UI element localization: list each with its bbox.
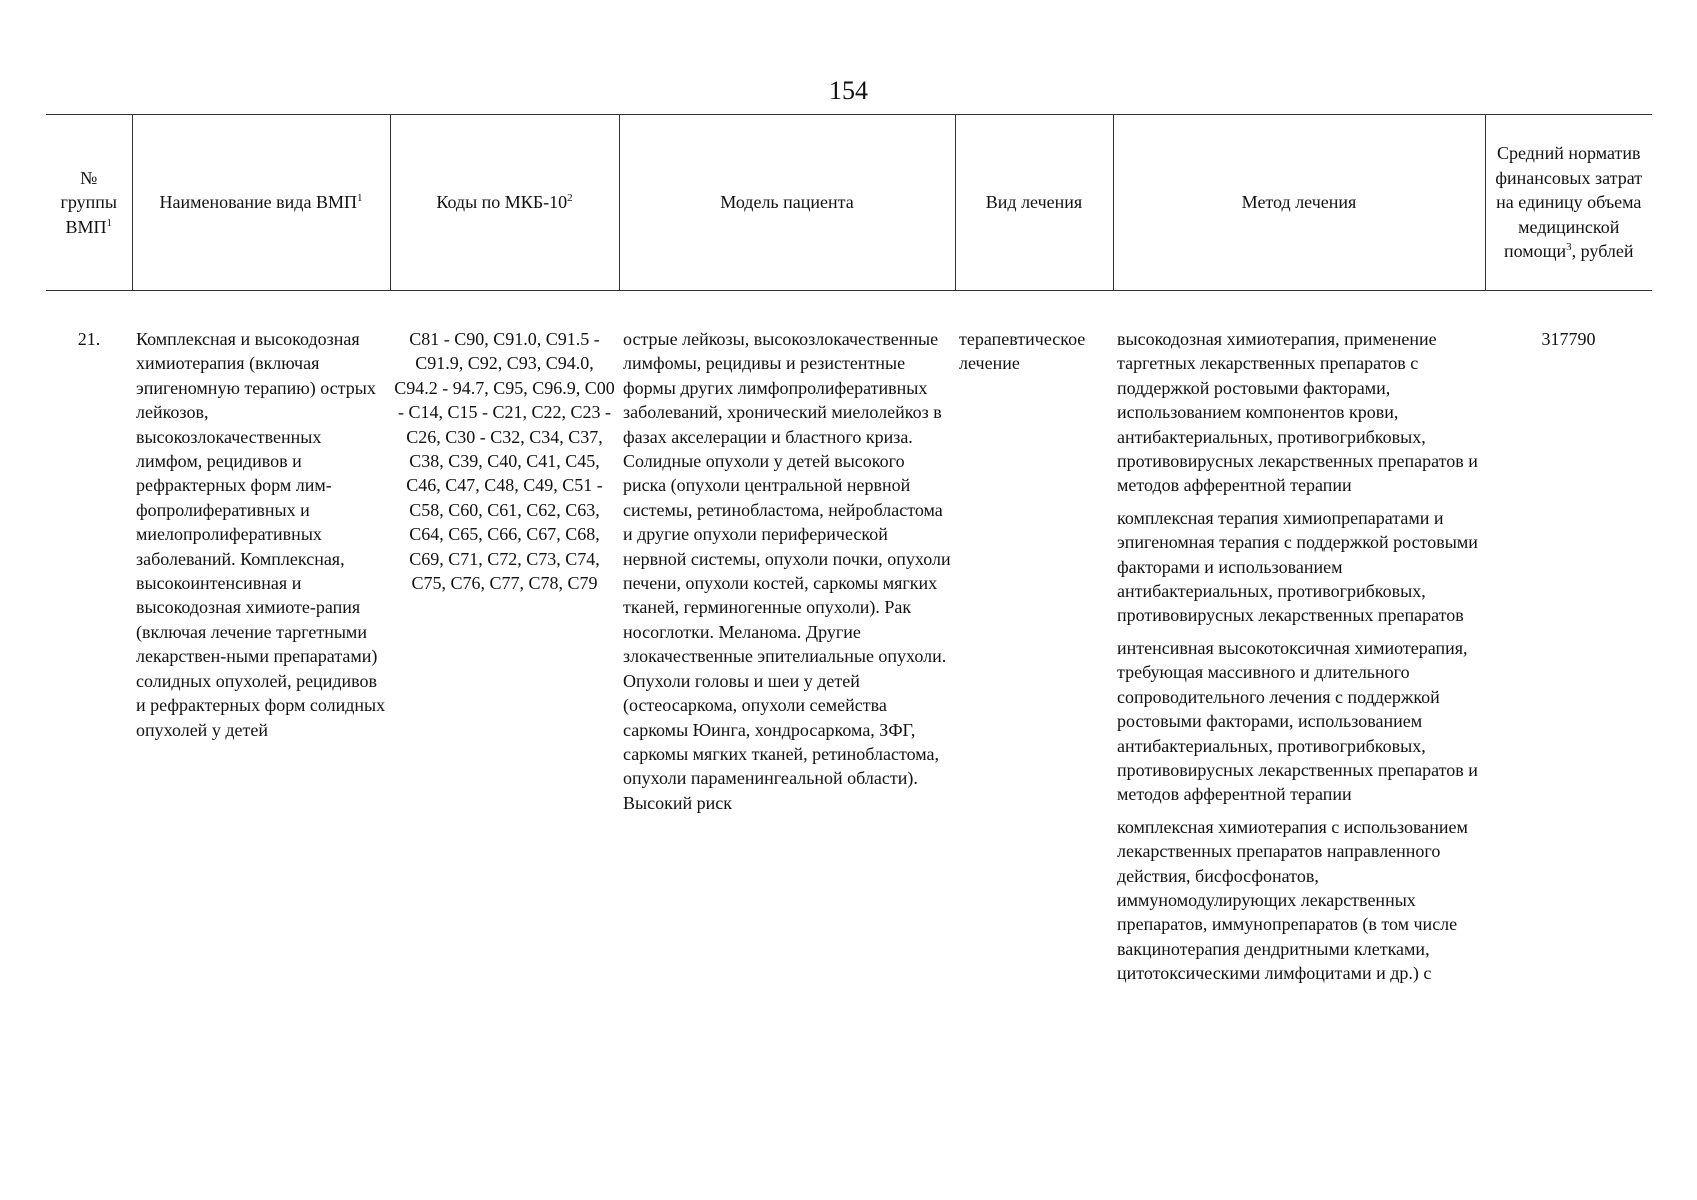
cell-average-cost: 317790 (1541, 329, 1596, 349)
method-item: интенсивная высокотоксичная химиотерапия, требующая массивного и длительного сопроводительного лечения с поддержкой ростовыми факторами, использованием антибактериальных, противогрибковых, противовирусных лекарственных препаратов и методов афферентной терапии (1117, 637, 1478, 805)
cell-icd-codes: C81 - C90, C91.0, C91.5 - C91.9, C92, C93, C94.0, C94.2 - 94.7, C95, C96.9, C00 - C14, C15 - C21, C22, C23 - C26, C30 - C32, C34, C37, C38, C39, C40, C41, C45, C46, C47, C48, C49, C51 - C58, C60, C61, C62, C63, C64, C65, C66, C67, C68, C69, C71, C72, C73, C74, C75, C76, C77, C78, C79 (394, 329, 615, 594)
method-item: высокодозная химиотерапия, применение таргетных лекарственных препаратов с поддержкой ростовыми факторами, использованием компонентов крови, антибактериальных, противогрибковых, противовирусных лекарственных препаратов и методов афферентной терапии (1117, 329, 1478, 496)
cell-treatment-type: терапевтическое лечение (959, 329, 1086, 374)
cell-treatment-method (1113, 291, 1485, 994)
header-vmp-name: Наименование вида ВМП$^1$ (132, 115, 390, 291)
method-item: комплексная терапия химиопрепаратами и эпигеномная терапия с поддержкой ростовыми факторами и использованием антибактериальных, противогрибковых, противовирусных лекарственных препаратов (1117, 507, 1478, 626)
header-treatment-method: Метод лечения (1113, 115, 1485, 291)
method-item: комплексная химиотерапия с использованием лекарственных препаратов направленного действия, бисфосфонатов, иммуномодулирующих лекарственных препаратов, иммунопрепаратов (в том числе вакцинотерапия дендритными клетками, цитотоксическими лимфоцитами и др.) с (1117, 816, 1468, 984)
vmp-table (46, 114, 1652, 994)
cell-vmp-name: Комплексная и высокодозная химиотерапия (включая эпигеномную терапию) острых лейкозов, высокозлокачественных лимфом, рецидивов и рефрактерных форм лим-фопролиферативных и миелопролиферативных заболеваний. Комплексная, высокоинтенсивная и высокодозная химиоте-рапия (включая лечение таргетными лекарствен-ными препаратами) солидных опухолей, рецидивов и рефрактерных форм солидных опухолей у детей (136, 329, 386, 740)
page-number: 154 (829, 76, 868, 105)
header-group-no: № группы ВМП$^1$ (46, 115, 132, 291)
header-average-cost: Средний норматив финансовых затрат на единицу объема медицинской помощи$^3$, рублей (1485, 115, 1652, 291)
table-header-row (46, 115, 1652, 291)
cell-group-no: 21. (77, 329, 101, 349)
header-treatment-type: Вид лечения (955, 115, 1113, 291)
cell-patient-model: острые лейкозы, высокозлокачественные лимфомы, рецидивы и резистентные формы других лимфопролиферативных заболеваний, хронический миелолейкоз в фазах акселерации и бластного криза. Солидные опухоли у детей высокого риска (опухоли центральной нервной системы, ретинобластома, нейробластома и другие опухоли периферической нервной системы, опухоли почки, опухоли печени, опухоли костей, саркомы мягких тканей, герминогенные опухоли). Рак носоглотки. Меланома. Другие злокачественные эпителиальные опухоли. Опухоли головы и шеи у детей (остеосаркома, опухоли семейства саркомы Юинга, хондросаркома, ЗФГ, саркомы мягких тканей, ретинобластома, опухоли параменингеальной области). Высокий риск (623, 329, 951, 813)
table-row (46, 291, 1652, 994)
header-icd-codes: Коды по МКБ-$10^2$ (390, 115, 619, 291)
header-patient-model: Модель пациента (619, 115, 955, 291)
